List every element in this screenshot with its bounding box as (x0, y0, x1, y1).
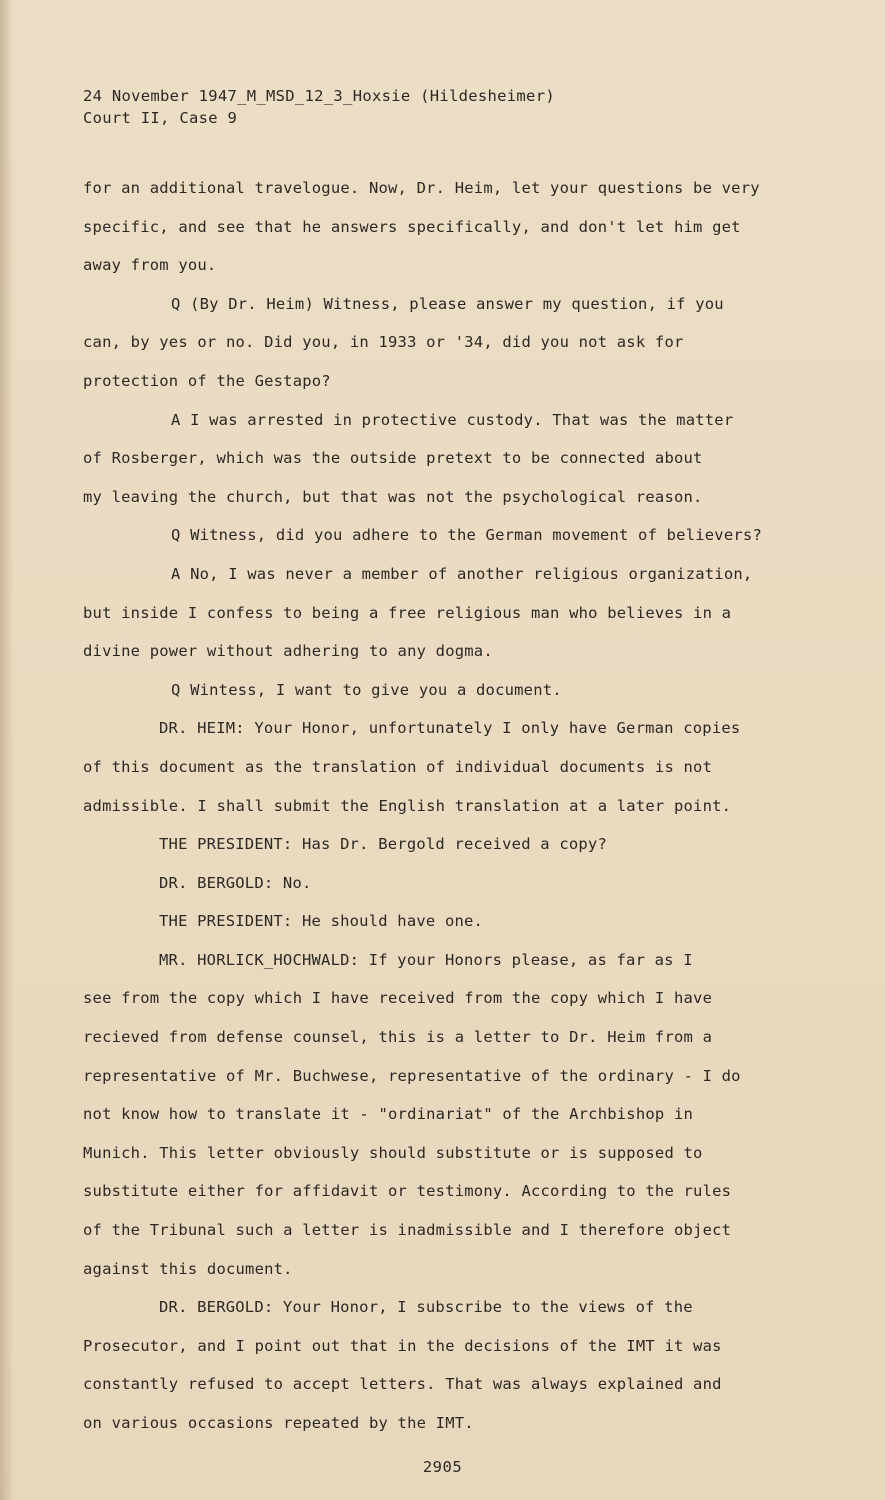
transcript-line: MR. HORLICK_HOCHWALD: If your Honors please, as far as I (159, 950, 693, 969)
transcript-line: A No, I was never a member of another religious organization, (171, 564, 753, 583)
transcript-paragraph (83, 174, 803, 290)
transcript-line: DR. BERGOLD: No. (159, 873, 312, 892)
transcript-paragraph (83, 521, 803, 560)
transcript-line: A I was arrested in protective custody. That was the matter (171, 410, 734, 429)
transcript-line: Q Witness, did you adhere to the German movement of believers? (171, 526, 762, 545)
transcript-paragraph (83, 984, 803, 1293)
transcript-paragraph (83, 676, 803, 715)
transcript-line: specific, and see that he answers specifically, and don't let him get (83, 217, 741, 236)
transcript-line: THE PRESIDENT: Has Dr. Bergold received a copy? (159, 835, 607, 854)
document-header (83, 85, 555, 129)
transcript-line: against this document. (83, 1259, 293, 1278)
transcript-line: DR. HEIM: Your Honor, unfortunately I only have German copies (159, 719, 741, 738)
transcript-line: of the Tribunal such a letter is inadmissible and I therefore object (83, 1221, 732, 1240)
transcript-paragraph (83, 328, 803, 405)
transcript-line: not know how to translate it - "ordinariat" of the Archbishop in (83, 1105, 694, 1124)
transcript-paragraph (83, 869, 803, 908)
transcript-paragraph (83, 444, 803, 521)
header-court-case-line: Court II, Case 9 (83, 109, 238, 127)
transcript-line: divine power without adhering to any dogma. (83, 642, 493, 661)
transcript-line: recieved from defense counsel, this is a letter to Dr. Heim from a (83, 1028, 713, 1047)
transcript-line: constantly refused to accept letters. That was always explained and (83, 1375, 722, 1394)
transcript-paragraph (83, 406, 803, 445)
transcript-paragraph (83, 1332, 803, 1448)
transcript-line: Q Wintess, I want to give you a document. (171, 680, 562, 699)
transcript-paragraph (83, 1293, 803, 1332)
transcript-line: admissible. I shall submit the English translation at a later point. (83, 796, 732, 815)
transcript-line: Q (By Dr. Heim) Witness, please answer my question, if you (171, 294, 724, 313)
transcript-line: DR. BERGOLD: Your Honor, I subscribe to the views of the (159, 1298, 693, 1317)
transcript-line: can, by yes or no. Did you, in 1933 or '34, did you not ask for (83, 333, 684, 352)
transcript-line: THE PRESIDENT: He should have one. (159, 912, 484, 931)
transcript-line: of this document as the translation of individual documents is not (83, 757, 713, 776)
transcript-line: on various occasions repeated by the IMT. (83, 1414, 474, 1432)
transcript-paragraph (83, 753, 803, 830)
transcript-line: Prosecutor, and I point out that in the decisions of the IMT it was (83, 1336, 722, 1355)
transcript-line: away from you. (83, 256, 217, 275)
transcript-line: representative of Mr. Buchwese, representative of the ordinary - I do (83, 1066, 741, 1085)
transcript-paragraph (83, 290, 803, 329)
transcript-line: Munich. This letter obviously should substitute or is supposed to (83, 1143, 703, 1162)
transcript-line: but inside I confess to being a free religious man who believes in a (83, 603, 732, 622)
header-reference-line: 24 November 1947_M_MSD_12_3_Hoxsie (Hildesheimer) (83, 87, 555, 105)
transcript-line: my leaving the church, but that was not the psychological reason. (83, 487, 703, 506)
transcript-paragraph (83, 714, 803, 753)
transcript-body (83, 174, 803, 1448)
transcript-line: of Rosberger, which was the outside pretext to be connected about (83, 449, 703, 468)
transcript-paragraph (83, 907, 803, 946)
transcript-line: for an additional travelogue. Now, Dr. Heim, let your questions be very (83, 179, 760, 197)
transcript-paragraph (83, 830, 803, 869)
transcript-paragraph (83, 946, 803, 985)
page-number: 2905 (422, 1458, 463, 1476)
transcript-paragraph (83, 560, 803, 599)
transcript-line: see from the copy which I have received from the copy which I have (83, 989, 713, 1008)
transcript-paragraph (83, 599, 803, 676)
transcript-line: substitute either for affidavit or testimony. According to the rules (83, 1182, 732, 1201)
transcript-line: protection of the Gestapo? (83, 371, 331, 390)
